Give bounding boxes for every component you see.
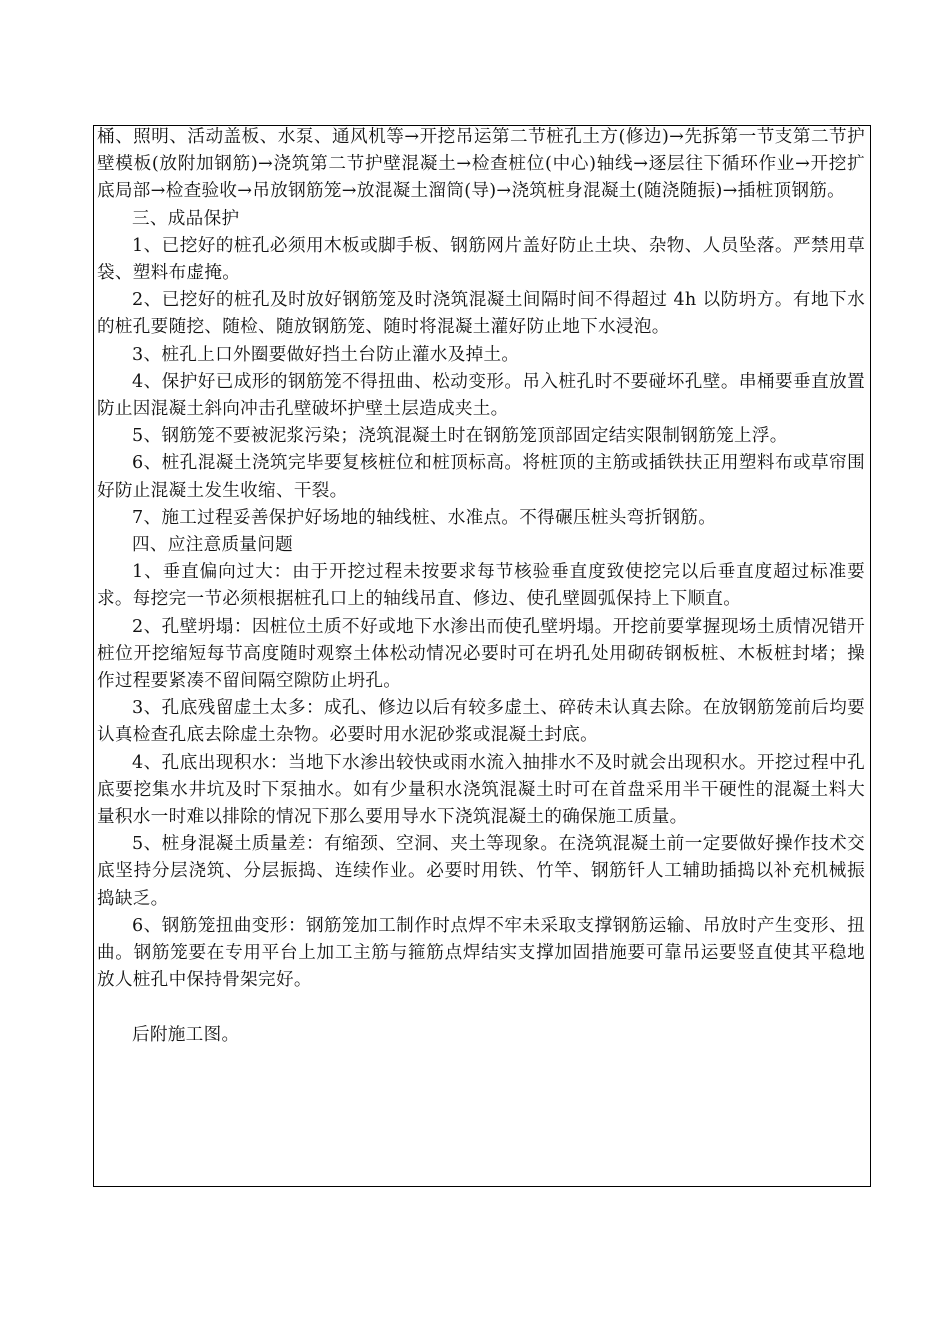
- section-3-item-2: 2、已挖好的桩孔及时放好钢筋笼及时浇筑混凝土间隔时间不得超过 4h 以防坍方。有地下水的桩孔要随挖、随检、随放钢筋笼、随时将混凝土灌好防止地下水浸泡。: [97, 290, 865, 338]
- section-4-item-5: 5、桩身混凝土质量差：有缩颈、空洞、夹土等现象。在浇筑混凝土前一定要做好操作技术交底坚持分层浇筑、分层振捣、连续作业。必要时用铁、竹竿、钢筋钎人工辅助插捣以补充机械振捣缺乏。: [97, 834, 865, 909]
- section-4-item-1: 1、垂直偏向过大：由于开挖过程未按要求每节核验垂直度致使挖完以后垂直度超过标准要求。每挖完一节必须根据桩孔口上的轴线吊直、修边、使孔壁圆弧保持上下顺直。: [97, 562, 865, 610]
- intro-paragraph: 桶、照明、活动盖板、水泵、通风机等→开挖吊运第二节桩孔土方(修边)→先拆第一节支第二节护壁模板(放附加钢筋)→浇筑第二节护壁混凝土→检查桩位(中心)轴线→逐层往下循环作业→开挖扩底局部→检查验收→吊放钢筋笼→放混凝土溜筒(导)→浇筑桩身混凝土(随浇随振)→插桩顶钢筋。: [97, 127, 865, 202]
- section-3-item-4: 4、保护好已成形的钢筋笼不得扭曲、松动变形。吊入桩孔时不要碰坏孔壁。串桶要垂直放置防止因混凝土斜向冲击孔壁破坏护壁土层造成夹土。: [97, 371, 865, 420]
- section-3-item-7: 7、施工过程妥善保护好场地的轴线桩、水准点。不得碾压桩头弯折钢筋。: [132, 507, 717, 528]
- section-4-item-3: 3、孔底残留虚土太多：成孔、修边以后有较多虚土、碎砖未认真去除。在放钢筋笼前后均要认真检查孔底去除虚土杂物。必要时用水泥砂浆或混凝土封底。: [97, 698, 865, 746]
- section-3-item-3: 3、桩孔上口外圈要做好挡土台防止灌水及掉土。: [132, 344, 520, 365]
- section-3-item-1: 1、已挖好的桩孔必须用木板或脚手板、钢筋网片盖好防止土块、杂物、人员坠落。严禁用草袋、塑料布虚掩。: [97, 235, 865, 284]
- document-body: [97, 124, 865, 1049]
- appendix-note: 后附施工图。: [132, 1024, 240, 1045]
- section-3-item-5: 5、钢筋笼不要被泥浆污染；浇筑混凝土时在钢筋笼顶部固定结实限制钢筋笼上浮。: [132, 426, 788, 447]
- section-4-heading: 四、应注意质量问题: [132, 535, 294, 556]
- section-3-item-6: 6、桩孔混凝土浇筑完毕要复核桩位和桩顶标高。将桩顶的主筋或插铁扶正用塑料布或草帘围好防止混凝土发生收缩、干裂。: [97, 453, 865, 501]
- spacer: [97, 995, 865, 1022]
- section-4-item-6: 6、钢筋笼扭曲变形：钢筋笼加工制作时点焊不牢未采取支撑钢筋运输、吊放时产生变形、扭曲。钢筋笼要在专用平台上加工主筋与箍筋点焊结实支撑加固措施要可靠吊运要竖直使其平稳地放人桩孔中保持骨架完好。: [97, 915, 865, 991]
- section-4-item-4: 4、孔底出现积水：当地下水渗出较快或雨水流入抽排水不及时就会出现积水。开挖过程中孔底要挖集水井坑及时下泵抽水。如有少量积水浇筑混凝土时可在首盘采用半干硬性的混凝土料大量积水一时难以排除的情况下那么要用导水下浇筑混凝土的确保施工质量。: [97, 752, 865, 828]
- section-3-heading: 三、成品保护: [132, 208, 240, 229]
- section-4-item-2: 2、孔壁坍塌：因桩位土质不好或地下水渗出而使孔壁坍塌。开挖前要掌握现场土质情况错开桩位开挖缩短每节高度随时观察土体松动情况必要时可在坍孔处用砌砖钢板桩、木板桩封堵；操作过程要紧凑不留间隔空隙防止坍孔。: [97, 616, 865, 692]
